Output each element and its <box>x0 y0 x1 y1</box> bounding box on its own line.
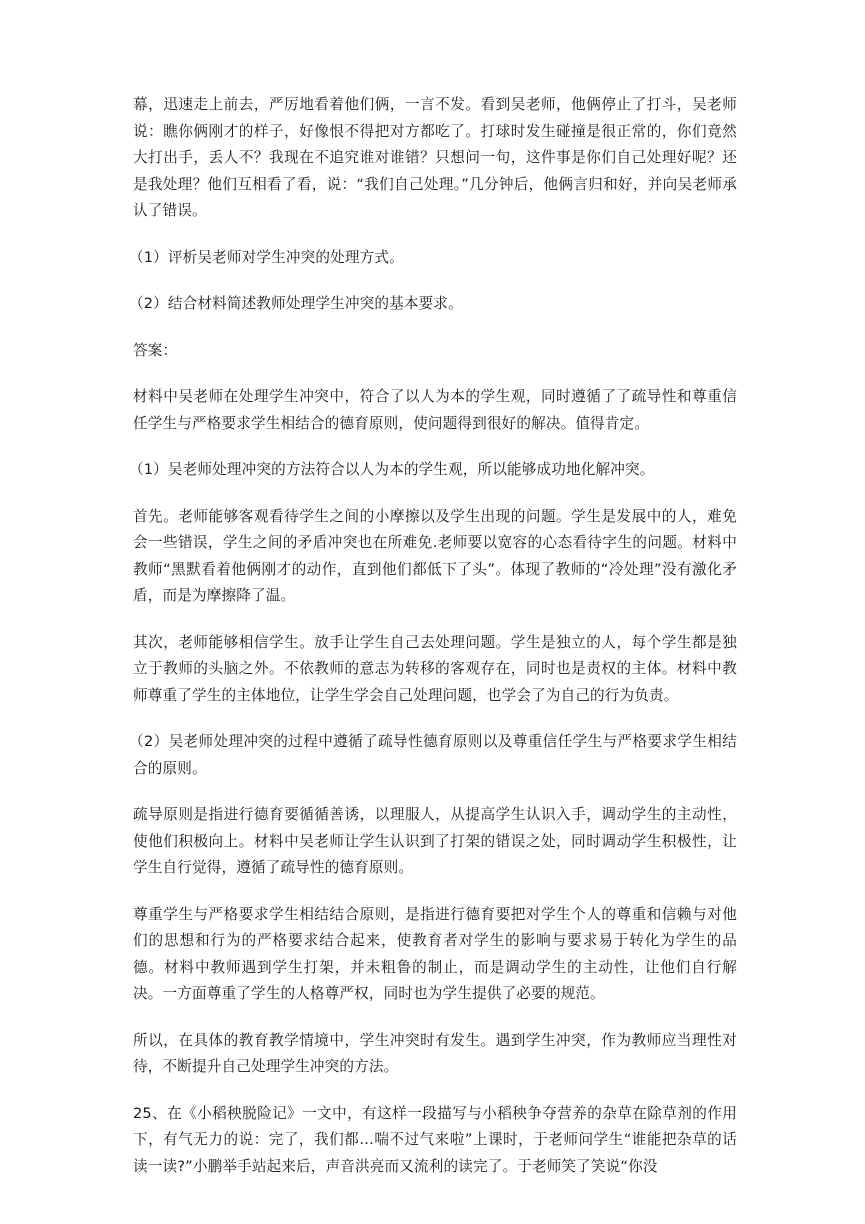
answer-point-2-respect: 尊重学生与严格要求学生相结结合原则，是指进行德育要把对学生个人的尊重和信赖与对他们的思想和行为的严格要求结合起来，使教育者对学生的影响与要求易于转化为学生的品德。材料中教师遇到学生打架，并未粗鲁的制止，而是调动学生的主动性，让他们自行解决。一方面尊重了学生的人格尊严权，同时也为学生提供了必要的规范。 <box>133 905 737 1002</box>
answer-point-1-first: 首先。老师能够客观看待学生之间的小摩擦以及学生出现的问题。学生是发展中的人，难免会一些错误，学生之间的矛盾冲突也在所难免.老师要以宽容的心态看待字生的问题。材料中教师“黑默看着他俩刚才的动作，直到他们都低下了头”。体现了教师的“冷处理”没有激化矛盾，而是为摩擦降了温。 <box>133 507 737 604</box>
answer-summary: 材料中吴老师在处理学生冲突中，符合了以人为本的学生观，同时遵循了了疏导性和尊重信任学生与严格要求学生相结合的德育原则，使问题得到很好的解决。值得肯定。 <box>133 388 737 432</box>
answer-point-2-guidance: 疏导原则是指进行德育要循循善诱，以理服人，从提高学生认识入手，调动学生的主动性，使他们积极向上。材料中吴老师让学生认识到了打架的错误之处，同时调动学生积极性，让学生自行觉得，遵循了疏导性的德育原则。 <box>133 806 737 876</box>
question-2: （2）结合材料简述教师处理学生冲突的基本要求。 <box>129 295 463 312</box>
answer-heading: 答案： <box>133 341 178 359</box>
answer-point-2: （2）吴老师处理冲突的过程中遵循了疏导性德育原则以及尊重信任学生与严格要求学生相结合的原则。 <box>129 733 737 777</box>
answer-point-1: （1）吴老师处理冲突的方法符合以人为本的学生观，所以能够成功地化解冲突。 <box>129 461 655 478</box>
document-body <box>129 92 737 1200</box>
paragraph-case-material: 幕，迅速走上前去，严厉地看着他们俩，一言不发。看到吴老师，他俩停止了打斗，吴老师说：瞧你俩刚才的样子，好像恨不得把对方都吃了。打球时发生碰撞是很正常的，你们竟然大打出手，丢人不？我现在不追究谁对谁错？只想问一句，这件事是你们自己处理好呢？还是我处理？他们互相看了看，说：“我们自己处理。”几分钟后，他俩言归和好，并向吴老师承认了错误。 <box>133 96 737 219</box>
answer-conclusion: 所以，在具体的教育教学情境中，学生冲突时有发生。遇到学生冲突，作为教师应当理性对待，不断提升自己处理学生冲突的方法。 <box>133 1031 737 1075</box>
answer-point-1-second: 其次，老师能够相信学生。放手让学生自己去处理问题。学生是独立的人，每个学生都是独立于教师的头脑之外。不依教师的意志为转移的客观存在，同时也是责权的主体。材料中教师尊重了学生的主体地位，让学生学会自己处理问题，也学会了为自己的行为负责。 <box>133 633 737 704</box>
question-1: （1）评析吴老师对学生冲突的处理方式。 <box>129 248 404 266</box>
question-25-material: 25、在《小稻秧脱险记》一文中，有这样一段描写与小稻秧争夺营养的杂草在除草剂的作用下，有气无力的说：完了，我们都…喘不过气来啦”上课时，于老师问学生“谁能把杂草的话读一读?”小鹏举手站起来后，声音洪亮而又流利的读完了。于老师笑了笑说“你没 <box>133 1104 737 1175</box>
